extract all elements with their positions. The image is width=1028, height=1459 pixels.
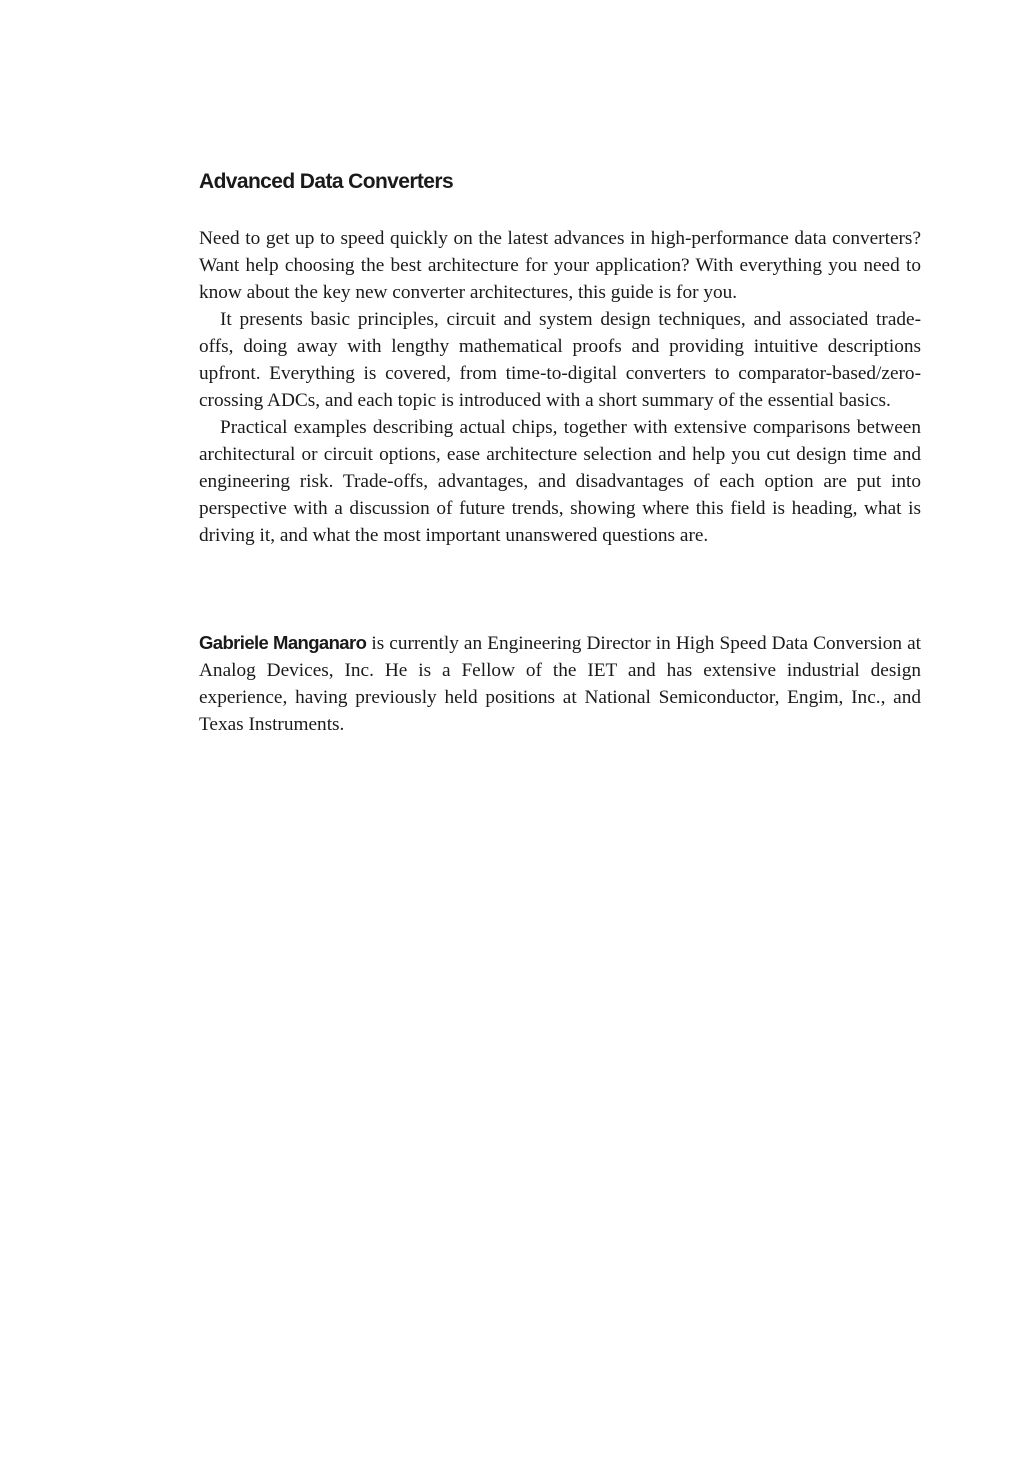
author-bio: [199, 629, 921, 738]
book-description: [199, 225, 921, 549]
book-title: Advanced Data Converters: [199, 170, 454, 193]
author-bio-text: is currently an Engineering Director in High Speed Data Conversion at Analog Devices, Inc. He is a Fellow of the IET and has extensive industrial design experience, having previously held positions at National Semiconductor, Engim, Inc., and Texas Instruments.: [199, 633, 921, 735]
description-paragraph-1: Need to get up to speed quickly on the latest advances in high-performance data converters? Want help choosing the best architecture for your application? With everything you need to know about the key new converter architectures, this guide is for you.: [199, 228, 921, 303]
author-bio-paragraph: [199, 629, 921, 738]
description-paragraph-3: Practical examples describing actual chips, together with extensive comparisons between architectural or circuit options, ease architecture selection and help you cut design time and engineering risk. Trade-offs, advantages, and disadvantages of each option are put into perspective with a discussion of future trends, showing where this field is heading, what is driving it, and what the most important unanswered questions are.: [199, 417, 921, 546]
author-name: Gabriele Manganaro: [199, 632, 367, 653]
description-paragraph-2: It presents basic principles, circuit and system design techniques, and associated trade-offs, doing away with lengthy mathematical proofs and providing intuitive descriptions upfront. Everything is covered, from time-to-digital converters to comparator-based/zero-crossing ADCs, and each topic is introduced with a short summary of the essential basics.: [199, 309, 921, 411]
